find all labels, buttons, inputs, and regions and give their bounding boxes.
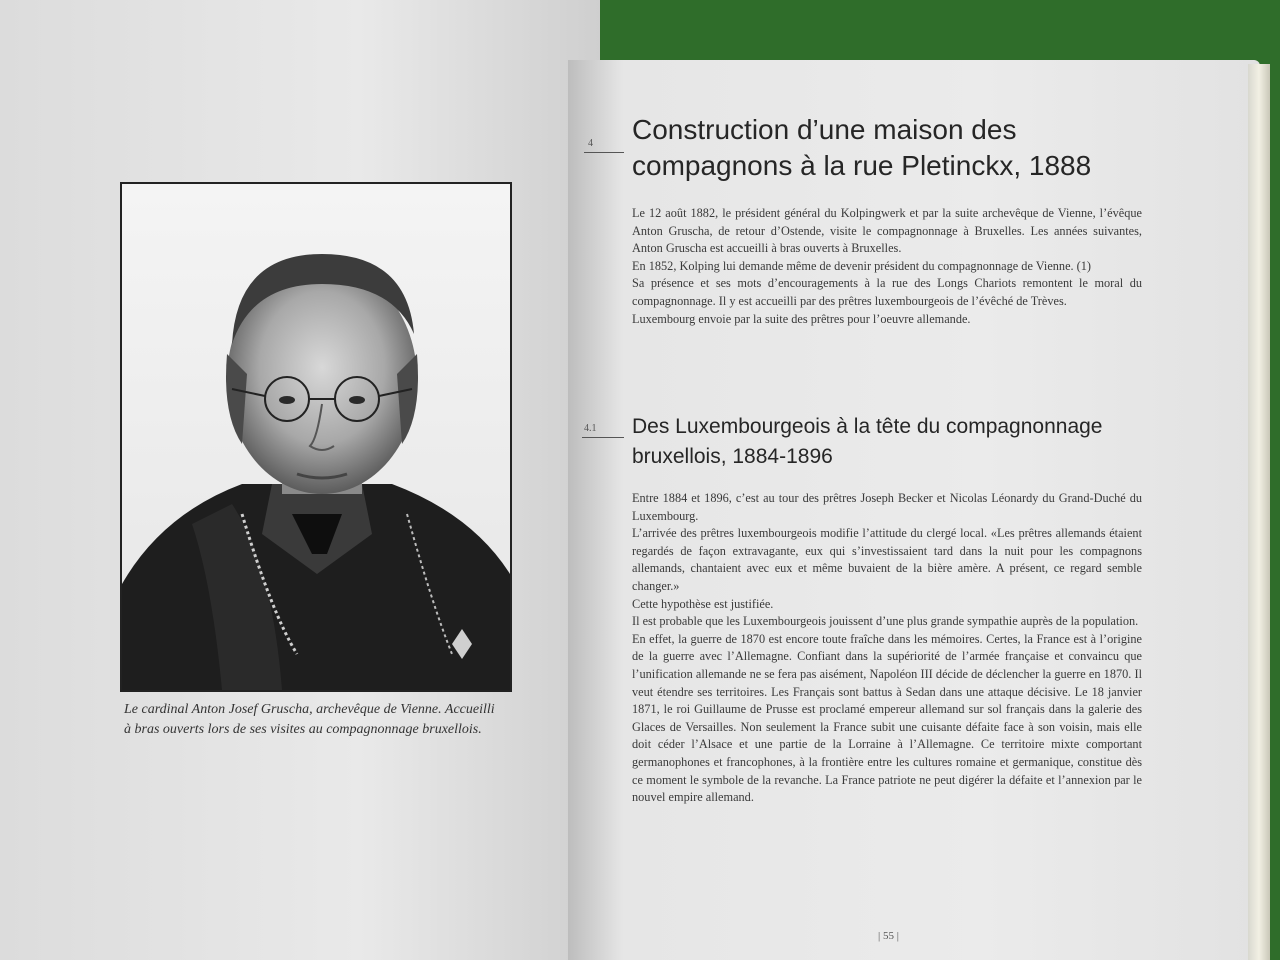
section-title-line2: compagnons à la rue Pletinckx, 1888: [632, 150, 1092, 181]
section-rule: [584, 152, 624, 153]
subsection-number: 4.1: [584, 423, 597, 434]
paragraph: Luxembourg envoie par la suite des prêtres pour l’oeuvre allemande.: [632, 311, 971, 326]
section-title-line1: Construction d’une maison des: [632, 114, 1017, 145]
section-title: [632, 112, 1091, 184]
portrait-drawing: [122, 184, 510, 690]
subsection-title-line2: bruxellois, 1884-1896: [632, 445, 833, 468]
section-number: 4: [588, 138, 593, 149]
paragraph: Il est probable que les Luxembourgeois jouissent d’une plus grande sympathie auprès de la population.: [632, 614, 1139, 629]
portrait-photo: [120, 182, 512, 692]
page-number: | 55 |: [878, 930, 899, 942]
paragraph: Le 12 août 1882, le président général du Kolpingwerk et par la suite archevêque de Vienne, l’évêque Anton Gruscha, de retour d’Ostende, visite le compagnonnage à Bruxelles. Les années suivantes, Anton Gruscha est accueilli à bras ouverts à Bruxelles.: [632, 206, 1142, 256]
paragraph: En 1852, Kolping lui demande même de devenir président du compagnonnage de Vienne. (1): [632, 258, 1092, 273]
paragraph: Entre 1884 et 1896, c’est au tour des prêtres Joseph Becker et Nicolas Léonardy du Grand-Duché du Luxembourg.: [632, 491, 1142, 523]
section-body: [632, 205, 1142, 328]
page-edge: [1248, 64, 1270, 960]
paragraph: Cette hypothèse est justifiée.: [632, 596, 774, 611]
subsection-rule: [582, 437, 624, 438]
subsection-body: [632, 490, 1142, 807]
subsection-title-line1: Des Luxembourgeois à la tête du compagnonnage: [632, 415, 1103, 438]
subsection-title: [632, 412, 1103, 472]
paragraph: En effet, la guerre de 1870 est encore toute fraîche dans les mémoires. Certes, la France est à l’origine de la guerre avec l’Allemagne. Confiant dans la supériorité de l’armée française et convaincu que l’unification allemande ne se fera pas aisément, Napoléon III décide de déclencher la guerre en 1870. Il veut étendre ses territoires. Les Français sont battus à Sedan dans une attaque décisive. Le 18 janvier 1871, le roi Guillaume de Prusse est proclamé empereur allemand sur sol français dans la galerie des Glaces de Versailles. Non seulement la France subit une cuisante défaite face à son voisin, mais elle doit céder l’Alsace et une partie de la Lorraine à l’Allemagne. Ce territoire mixte comportant germanophones et francophones, à la frontière entre les cultures romaine et germanique, constitue dès ce moment le symbole de la revanche. La France patriote ne peut digérer la défaite et l’annexion par le nouvel empire allemand.: [632, 631, 1142, 805]
portrait-caption: Le cardinal Anton Josef Gruscha, archevêque de Vienne. Accueilli à bras ouverts lors de ses visites au compagnonnage bruxellois.: [124, 702, 495, 737]
page-number-value: 55: [882, 930, 894, 942]
paragraph: L’arrivée des prêtres luxembourgeois modifie l’attitude du clergé local. «Les prêtres allemands étaient regardés de façon extravagante, eux qui s’investissaient tard dans la nuit pour les compagnons allemands, chantaient avec eux et même buvaient de la bière amère. A présent, ce regard semble changer.»: [632, 526, 1142, 593]
paragraph: Sa présence et ses mots d’encouragements à la rue des Longs Chariots remontent le moral du compagnonnage. Il y est accueilli par des prêtres luxembourgeois de l’évêché de Trèves.: [632, 276, 1142, 308]
